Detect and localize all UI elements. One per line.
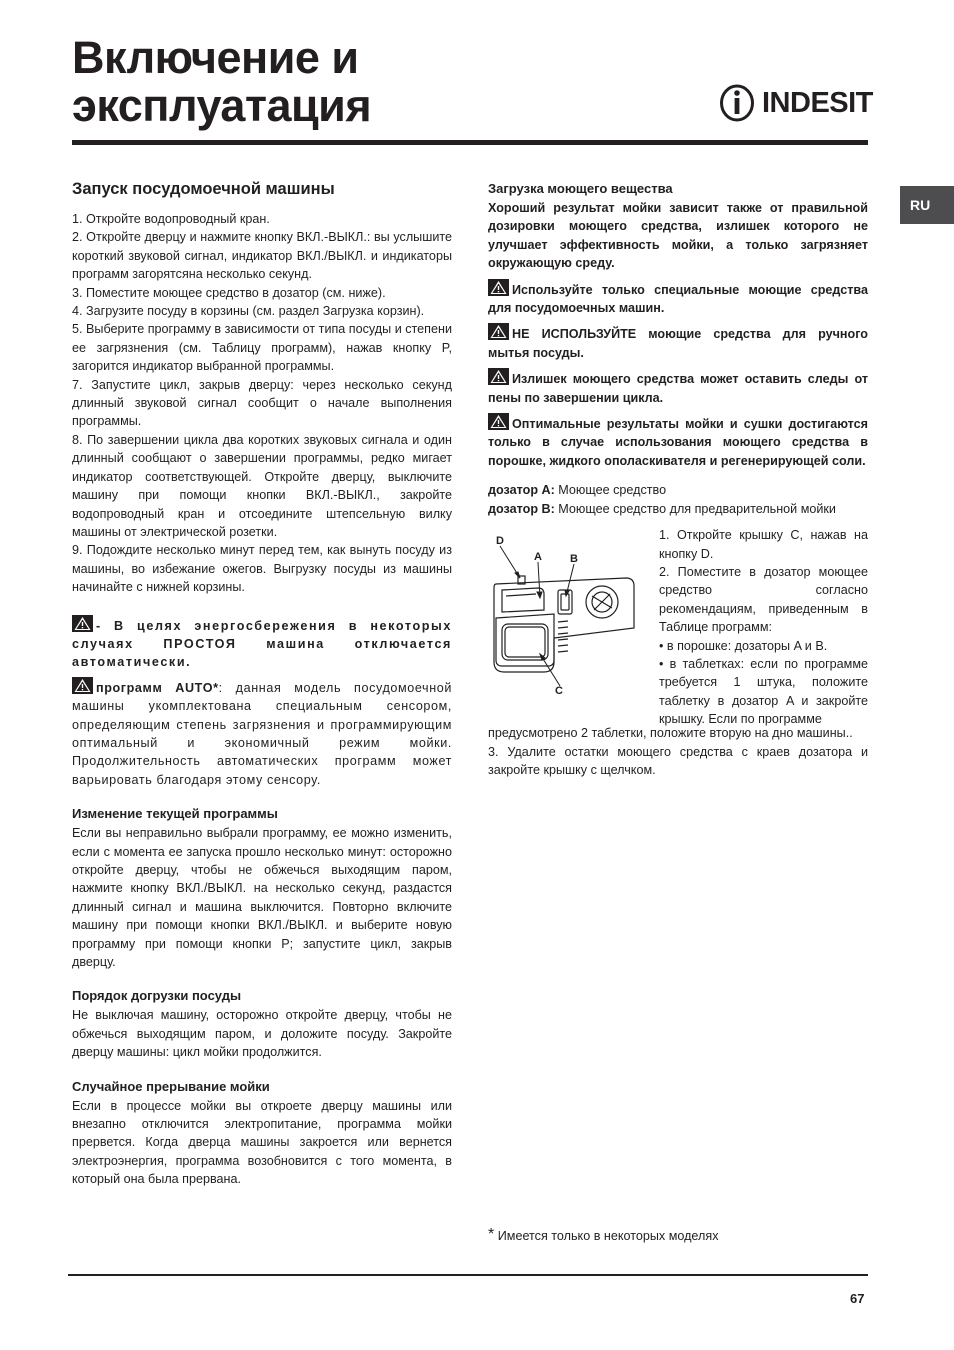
section-heading-detergent: Загрузка моющего вещества [488,181,673,196]
section-heading-start: Запуск посудомоечной машины [72,180,335,198]
section-heading-interrupt: Случайное прерывание мойки [72,1078,270,1094]
dispenser-b-label: дозатор B: [488,501,555,516]
energy-warning-text: - В целях энергосбережения в некоторых случаях ПРОСТОЯ машина отключается автоматически. [72,618,452,670]
brand-logo-icon [718,83,758,123]
label-b: B [570,553,578,566]
right-column [488,180,868,779]
dispenser-step-2: 2. Поместите в дозатор моющее средство согласно рекомендациям, приведенным в Таблице программ: [659,564,868,635]
step-9: 9. Подождите несколько минут перед тем, как вынуть посуду из машины, во избежание ожегов. Выгрузку посуды из машины начинайте с нижней корзины. [72,543,452,595]
dispenser-figure-block [488,526,868,727]
interrupt-text: Если в процессе мойки вы откроете дверцу машины или внезапно отключится электропитание, программа мойки прервется. Когда дверца машины закроется или вернется электроэнергия, программа возобновится с того момента, в который она была прервана. [72,1098,452,1187]
step-5: 5. Выберите программу в зависимости от типа посуды и степени ее загрязнения (см. Таблицу программ), нажав кнопку P, загорится индикатор выбранной программы. [72,322,452,374]
auto-program-note [72,677,452,789]
page-title [72,34,371,130]
warning-icon [488,279,509,296]
dispenser-step-1: 1. Откройте крышку C, нажав на кнопку D. [659,528,868,561]
warning-2-text: НЕ ИСПОЛЬЗУЙТЕ моющие средства для ручного мытья посуды. [488,327,868,360]
warning-icon [72,615,93,632]
warning-icon [72,677,93,694]
dispenser-steps [659,526,868,728]
dispenser-b-line [488,500,868,518]
footnote-text: Имеется только в некоторых моделях [494,1229,719,1243]
footnote-star: * [488,1226,495,1243]
warning-2 [488,323,868,362]
dispenser-step-tablets-cont: предусмотрено 2 таблетки, положите вторую на дно машины.. [488,726,853,741]
auto-program-text: : данная модель посудомоечной машины укомплектована специальным сенсором, определяющим степень загрязнения и программирующим оптимальный и экономичный режим мойки. Продолжительность автоматических программ может варьировать благодаря этому сенсору. [72,680,452,787]
page-number: 67 [850,1291,865,1306]
warning-1 [488,279,868,318]
footnote [488,1226,719,1245]
change-text: Если вы неправильно выбрали программу, ее можно изменить, если с момента ее запуска прошло несколько минут: осторожно откройте дверцу, чтобы не обжечься выходящим паром, нажмите кнопку ВКЛ./ВЫКЛ. на несколько секунд, раздастся длинный сигнал и машина выключится. Повторно включите машину при помощи кнопки ВКЛ./ВЫКЛ. и выберите новую программу при помощи кнопки P; запустите цикл, закрыв дверцу. [72,826,452,970]
brand-wordmark: INDESIT [762,87,873,119]
energy-warning [72,615,452,672]
warning-4 [488,413,868,470]
label-c: C [555,685,563,697]
section-heading-reload: Порядок догрузки посуды [72,988,242,1004]
brand-logo [718,83,873,123]
title-line-1: Включение и [72,32,359,83]
detergent-intro: Хороший результат мойки зависит также от правильной дозировки моющего средства, излишек которого не улучшает эффективность мойки, а только загрязняет окружающую среду. [488,201,868,271]
dispenser-step-powder: • в порошке: дозаторы A и B. [659,638,828,653]
step-3: 3. Поместите моющее средство в дозатор (см. ниже). [72,285,386,300]
label-d: D [496,535,504,548]
detergent-dispenser-diagram [488,526,648,696]
warning-icon [488,368,509,385]
dispenser-a-label: дозатор A: [488,483,555,498]
warning-1-text: Используйте только специальные моющие средства для посудомоечных машин. [488,282,868,316]
step-2: 2. Откройте дверцу и нажмите кнопку ВКЛ.-ВЫКЛ.: вы услышите короткий звуковой сигнал, индикатор ВКЛ./ВЫКЛ. и индикаторы программ загорятсяна несколько секунд. [72,230,452,282]
section-heading-change: Изменение текущей программы [72,806,278,822]
auto-program-label: программ AUTO* [96,680,219,695]
reload-text: Не выключая машину, осторожно откройте дверцу, чтобы не обжечься выходящим паром, и доложите посуду. Закройте дверцу машины: цикл мойки продолжится. [72,1008,452,1060]
warning-icon [488,323,509,340]
language-tab: RU [900,186,954,224]
label-a: A [534,551,542,564]
dispenser-step-3: 3. Удалите остатки моющего средства с краев дозатора и закройте крышку с щелчком. [488,744,868,777]
step-1: 1. Откройте водопроводный кран. [72,212,270,226]
dispenser-b-text: Моющее средство для предварительной мойки [554,501,836,516]
dispenser-a-line [488,481,868,499]
footer-rule [68,1274,868,1276]
warning-3 [488,368,868,407]
warning-4-text: Оптимальные результаты мойки и сушки достигаются только в случае использования моющего средства в порошке, жидкого ополаскивателя и регенерирующей соли. [488,417,868,468]
dispenser-a-text: Моющее средство [554,483,667,498]
step-7: 7. Запустите цикл, закрыв дверцу: через несколько секунд длинный звуковой сигнал сообщит о начале выполнения программы. [72,377,452,429]
warning-icon [488,413,509,430]
step-4: 4. Загрузите посуду в корзины (см. раздел Загрузка корзин). [72,304,425,319]
warning-3-text: Излишек моющего средства может оставить следы от пены по завершении цикла. [488,372,868,405]
left-column [72,178,452,1189]
header-rule [72,140,868,145]
title-line-2: эксплуатация [72,80,372,131]
step-8: 8. По завершении цикла два коротких звуковых сигнала и один длинный сообщают о завершении программы, редко мигает индикатор соответствующей. Откройте дверцу, выключите машину при помощи кнопки ВКЛ.-ВЫКЛ., закройте водопроводный кран и отсоедините штепсельную вилку машины от электрической розетки. [72,432,452,539]
dispenser-step-tablets: • в таблетках: если по программе требуется 1 штука, положите таблетку в дозатор A и закройте крышку. Если по программе [659,656,868,727]
